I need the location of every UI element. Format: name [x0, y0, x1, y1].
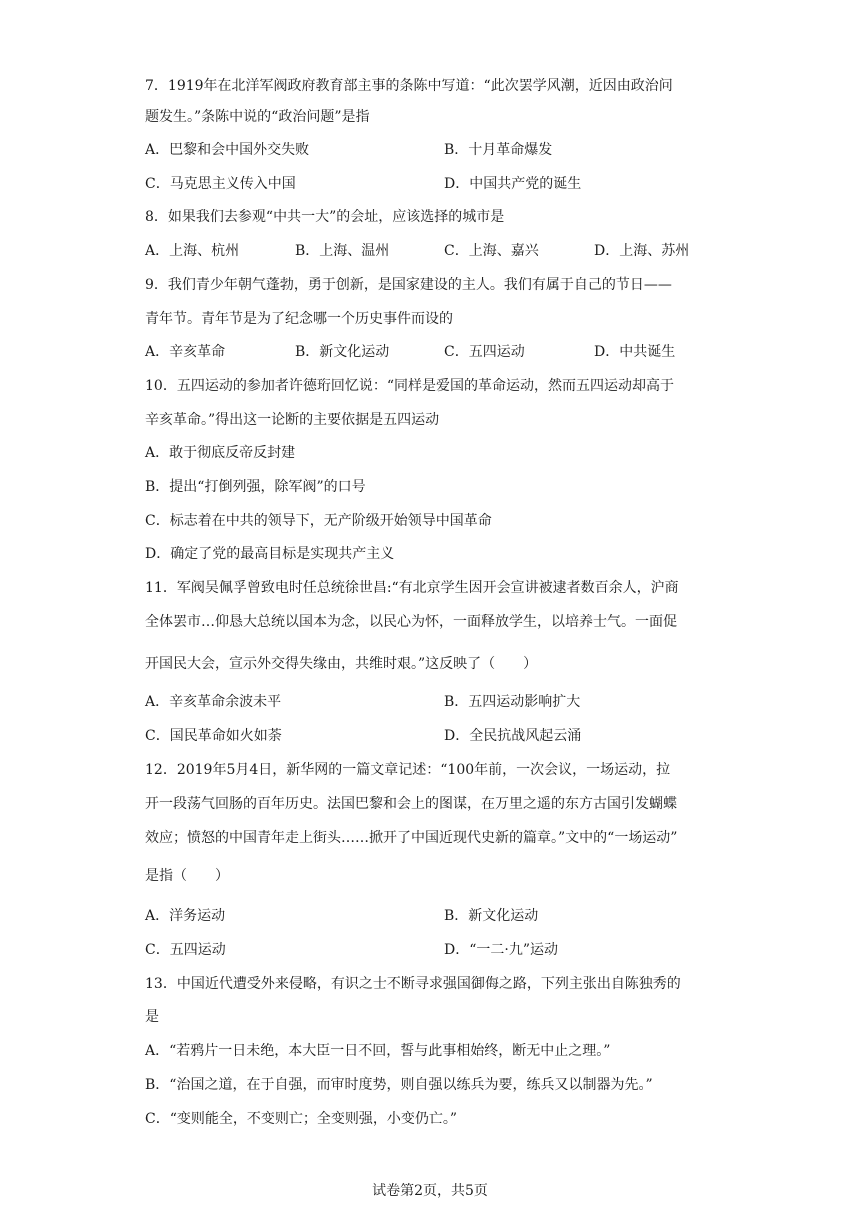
question-8-option-b[interactable]: B．上海、温州 [295, 243, 390, 259]
question-11-option-a[interactable]: A．辛亥革命余波未平 [145, 694, 282, 710]
question-8-option-a[interactable]: A．上海、杭州 [145, 243, 240, 259]
question-12-stem-line-2: 开一段荡气回肠的百年历史。法国巴黎和会上的图谋，在万里之遥的东方古国引发蝴蝶 [145, 796, 677, 812]
question-12-option-b[interactable]: B．新文化运动 [444, 908, 539, 924]
question-9-option-d[interactable]: D．中共诞生 [594, 344, 676, 360]
question-11-option-c[interactable]: C．国民革命如火如荼 [145, 728, 282, 744]
question-13-option-b[interactable]: B．“治国之道，在于自强，而审时度势，则自强以练兵为要，练兵又以制器为先。” [145, 1077, 653, 1093]
question-8-option-d[interactable]: D．上海、苏州 [594, 243, 690, 259]
question-10-option-a[interactable]: A．敢于彻底反帝反封建 [145, 445, 296, 461]
question-12-stem-line-1: 12．2019年5月4日，新华网的一篇文章记述：“100年前，一次会议，一场运动，拉 [145, 762, 671, 778]
question-9-option-c[interactable]: C．五四运动 [444, 344, 525, 360]
question-13-option-a[interactable]: A．“若鸦片一日未绝，本大臣一日不回，誓与此事相始终，断无中止之理。” [145, 1043, 611, 1059]
question-13-stem-line-1: 13．中国近代遭受外来侵略，有识之士不断寻求强国御侮之路，下列主张出自陈独秀的 [145, 976, 681, 992]
question-10-option-b[interactable]: B．提出“打倒列强，除军阀”的口号 [145, 479, 366, 495]
question-12-option-a[interactable]: A．洋务运动 [145, 908, 226, 924]
question-12-option-c[interactable]: C．五四运动 [145, 942, 226, 958]
question-10-stem-line-2: 辛亥革命。”得出这一论断的主要依据是五四运动 [145, 412, 440, 428]
question-10-stem-line-1: 10．五四运动的参加者许德珩回忆说：“同样是爱国的革命运动，然而五四运动却高于 [145, 378, 674, 394]
question-11-stem-line-2: 全体罢市…仰恳大总统以国本为念，以民心为怀，一面释放学生，以培养士气。一面促 [145, 614, 677, 630]
question-11-stem-line-1: 11．军阀吴佩孚曾致电时任总统徐世昌:“有北京学生因开会宣讲被逮者数百余人，沪商 [145, 580, 679, 596]
question-11-option-d[interactable]: D．全民抗战风起云涌 [444, 728, 582, 744]
question-9-option-a[interactable]: A．辛亥革命 [145, 344, 226, 360]
question-10-option-d[interactable]: D．确定了党的最高目标是实现共产主义 [145, 546, 395, 562]
question-9-stem-line-1: 9．我们青少年朝气蓬勃，勇于创新，是国家建设的主人。我们有属于自己的节日—— [145, 277, 672, 293]
question-13-option-c[interactable]: C．“变则能全，不变则亡；全变则强，小变仍亡。” [145, 1111, 458, 1127]
question-12-option-d[interactable]: D．“一二·九”运动 [444, 942, 558, 958]
question-8-stem: 8．如果我们去参观“中共一大”的会址，应该选择的城市是 [145, 209, 505, 225]
question-13-stem-line-2: 是 [145, 1009, 159, 1025]
question-7-stem-line-2: 题发生。”条陈中说的“政治问题”是指 [145, 109, 370, 125]
question-11-option-b[interactable]: B．五四运动影响扩大 [444, 694, 581, 710]
question-12-stem-line-4: 是指（ ） [145, 868, 229, 884]
question-10-option-c[interactable]: C．标志着在中共的领导下，无产阶级开始领导中国革命 [145, 513, 492, 529]
question-7-option-b[interactable]: B．十月革命爆发 [444, 142, 553, 158]
question-12-stem-line-3: 效应；愤怒的中国青年走上街头……掀开了中国近现代史新的篇章。”文中的“一场运动” [145, 830, 678, 846]
question-7-option-d[interactable]: D．中国共产党的诞生 [444, 176, 582, 192]
question-9-stem-line-2: 青年节。青年节是为了纪念哪一个历史事件而设的 [145, 311, 453, 327]
question-7-option-a[interactable]: A．巴黎和会中国外交失败 [145, 142, 310, 158]
question-8-option-c[interactable]: C．上海、嘉兴 [444, 243, 539, 259]
question-7-option-c[interactable]: C．马克思主义传入中国 [145, 176, 296, 192]
page-footer: 试卷第2页，共5页 [372, 1183, 488, 1199]
question-11-stem-line-3: 开国民大会，宣示外交得失缘由，共维时艰。”这反映了（ ） [145, 656, 538, 672]
question-7-stem-line-1: 7．1919年在北洋军阀政府教育部主事的条陈中写道：“此次罢学风潮，近因由政治问 [145, 78, 673, 94]
question-9-option-b[interactable]: B．新文化运动 [295, 344, 390, 360]
